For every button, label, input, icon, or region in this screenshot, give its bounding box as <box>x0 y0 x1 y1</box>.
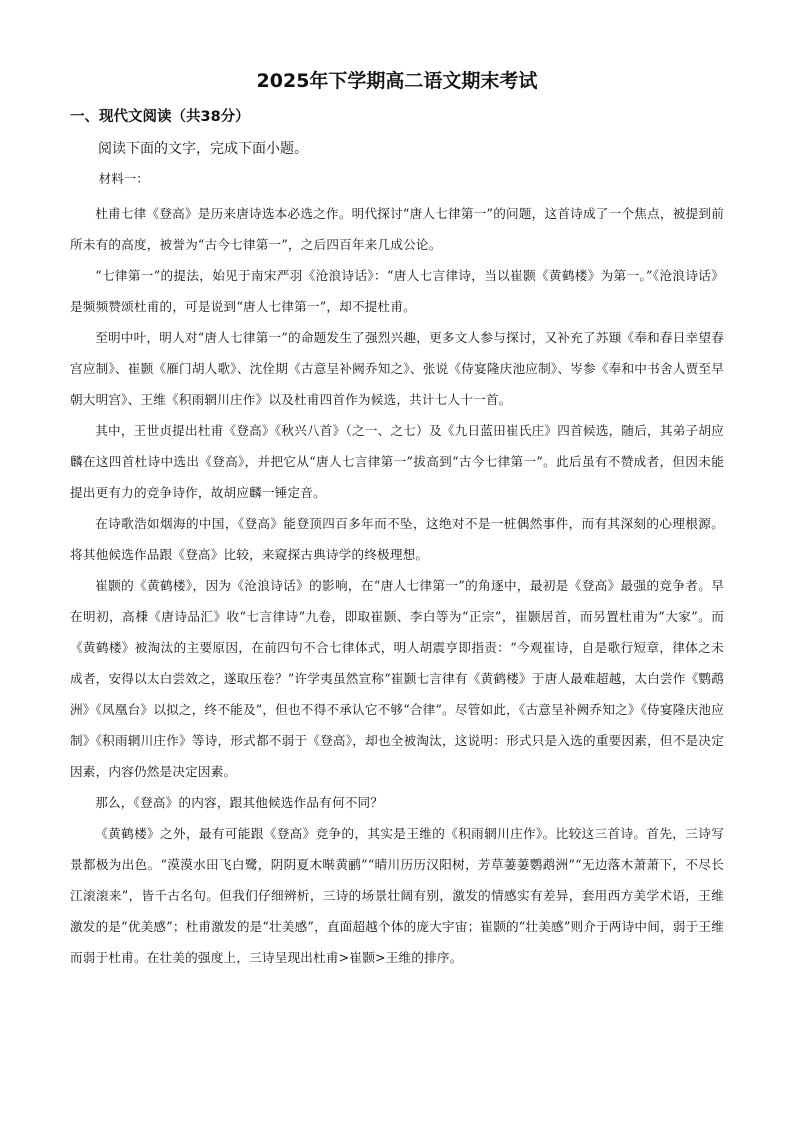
section-heading: 一、现代文阅读（共38分） <box>70 109 250 125</box>
paragraph-2: “七律第一”的提法，始见于南宋严羽《沧浪诗话》：“唐人七言律诗，当以崔颢《黄鹤楼》为第一。”《沧浪诗话》是频频赞颂杜甫的，可是说到“唐人七律第一”，却不提杜甫。 <box>70 268 724 314</box>
paragraph-3: 至明中叶，明人对“唐人七律第一”的命题发生了强烈兴趣，更多文人参与探讨，又补充了苏颋《奉和春日幸望春宫应制》、崔颢《雁门胡人歌》、沈佺期《古意呈补阙乔知之》、张说《侍宴隆庆池应制》、岑参《奉和中书舍人贾至早朝大明宫》、王维《积雨辋川庄作》以及杜甫四首作为候选，共计七人十一首。 <box>70 330 724 407</box>
paragraph-1: 杜甫七律《登高》是历来唐诗选本必选之作。明代探讨“唐人七律第一”的问题，这首诗成了一个焦点，被提到前所未有的高度，被誉为“古今七律第一”，之后四百年来几成公论。 <box>70 206 724 252</box>
material-label: 材料一： <box>98 171 149 186</box>
paragraph-4: 其中，王世贞提出杜甫《登高》《秋兴八首》（之一、之七）及《九日蓝田崔氏庄》四首候选，随后，其弟子胡应麟在这四首杜诗中选出《登高》，并把它从“唐人七言律第一”拔高到“古今七律第一”。此后虽有不赞成者，但因未能提出更有力的竞争诗作，故胡应麟一锤定音。 <box>70 423 724 500</box>
paragraph-6: 崔颢的《黄鹤楼》，因为《沧浪诗话》的影响，在“唐人七律第一”的角逐中，最初是《登高》最强的竞争者。早在明初，高棅《唐诗品汇》收“七言律诗”九卷，即取崔颢、李白等为“正宗”，崔颢居首，而另置杜甫为“大家”。而《黄鹤楼》被淘汰的主要原因，在前四句不合七律体式，明人胡震亨即指责：“今观崔诗，自是歌行短章，律体之未成者，安得以太白尝效之，遂取压卷？”许学夷虽然宣称“崔颢七言律有《黄鹤楼》于唐人最难超越，太白尝作《鹦鹉洲》《凤凰台》以拟之，终不能及”，但也不得不承认它不够“合律”。尽管如此，《古意呈补阙乔知之》《侍宴隆庆池应制》《积雨辋川庄作》等诗，形式都不弱于《登高》，却也全被淘汰，这说明：形式只是入选的重要因素，但不是决定因素，内容仍然是决定因素。 <box>70 578 724 779</box>
paragraph-8: 《黄鹤楼》之外，最有可能跟《登高》竞争的，其实是王维的《积雨辋川庄作》。比较这三首诗。首先，三诗写景都极为出色。“漠漠水田飞白鹭，阴阴夏木啭黄鹂”“晴川历历汉阳树，芳草萋萋鹦鹉洲”“无边落木萧萧下，不尽长江滚滚来”，皆千古名句。但我们仔细辨析，三诗的场景壮阔有别，激发的情感实有差异，套用西方美学术语，王维激发的是“优美感”；杜甫激发的是“壮美感”，直面超越个体的庞大宇宙；崔颢的“壮美感”则介于两诗中间，弱于王维而弱于杜甫。在壮美的强度上，三诗呈现出杜甫>崔颢>王维的排序。 <box>70 826 724 965</box>
paragraph-7: 那么，《登高》的内容，跟其他候选作品有何不同？ <box>95 795 384 810</box>
paragraph-5: 在诗歌浩如烟海的中国，《登高》能登顶四百多年而不坠，这绝对不是一桩偶然事件，而有其深刻的心理根源。将其他候选作品跟《登高》比较，来窥探古典诗学的终极理想。 <box>70 516 724 562</box>
passage-body <box>68 198 726 973</box>
exam-title: 2025年下学期高二语文期末考试 <box>256 70 538 92</box>
reading-instruction: 阅读下面的文字，完成下面小题。 <box>98 141 308 157</box>
